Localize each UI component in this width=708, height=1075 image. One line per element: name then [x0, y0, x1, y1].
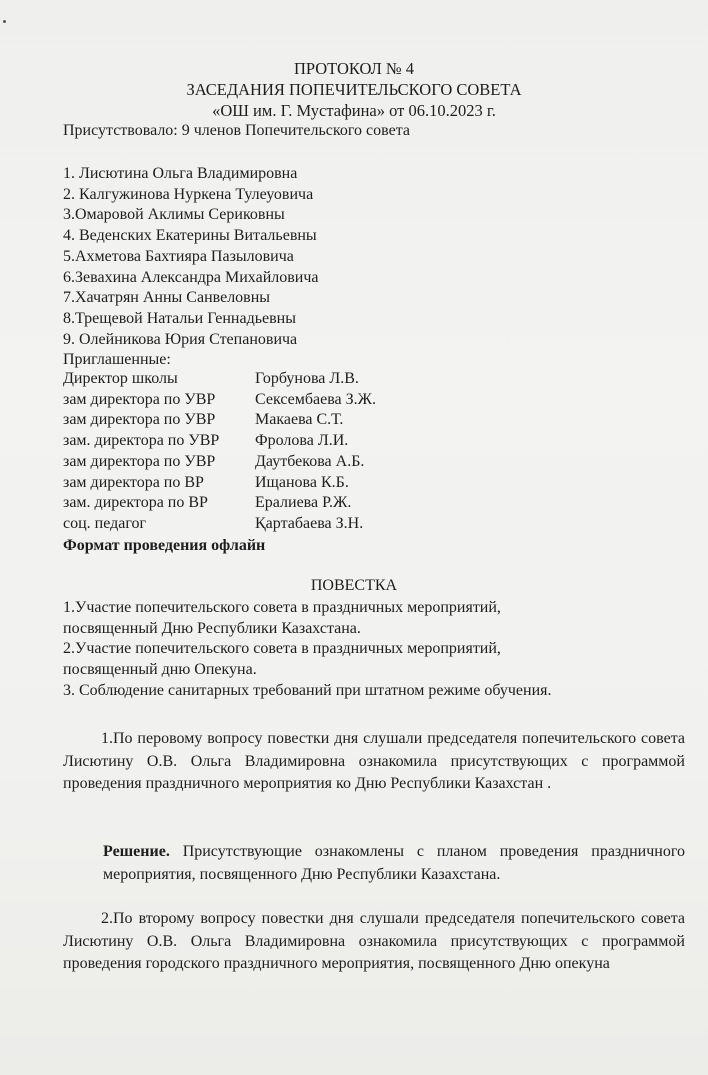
staff-name: Ищанова К.Б. — [255, 473, 349, 491]
staff-row — [63, 390, 376, 411]
member-item: 9. Олейникова Юрия Степановича — [63, 330, 298, 348]
staff-role: зам. директора по УВР — [63, 432, 220, 450]
attendance-line: Присутствовало: 9 членов Попечительского совета — [63, 122, 410, 139]
staff-name: Горбунова Л.В. — [255, 370, 359, 387]
staff-row — [63, 431, 376, 452]
staff-role: соц. педагог — [63, 514, 147, 532]
staff-role: зам директора по УВР — [63, 390, 216, 408]
staff-name: Ералиева Р.Ж. — [255, 494, 352, 512]
protocol-header — [0, 58, 708, 121]
invited-heading: Приглашенные: — [63, 351, 171, 368]
staff-row — [63, 452, 376, 473]
staff-row — [63, 514, 376, 535]
member-item: 8.Трещевой Натальи Геннадьевны — [63, 309, 296, 327]
member-item: 5.Ахметова Бахтияра Пазыловича — [63, 247, 294, 265]
member-item: 1. Лисютина Ольга Владимировна — [63, 165, 298, 182]
first-question-paragraph: 1.По перовому вопросу повестки дня слушали председателя попечительского совета Лисютину О.В. Ольга Владимировна ознакомила присутствующих с программой проведения праздничного мероприятия ко Дню Республики Казахстан . — [63, 730, 685, 792]
scan-speck — [3, 20, 6, 23]
agenda-line: посвященный дню Опекуна. — [63, 661, 257, 679]
protocol-subtitle: ЗАСЕДАНИЯ ПОПЕЧИТЕЛЬСКОГО СОВЕТА — [186, 80, 522, 99]
member-item: 3.Омаровой Аклимы Сериковны — [63, 206, 285, 224]
staff-role: Директор школы — [63, 370, 178, 387]
agenda-line: 1.Участие попечительского совета в праздничных мероприятий, — [63, 599, 501, 616]
members-list — [63, 164, 319, 350]
staff-name: Қартабаева З.Н. — [255, 514, 364, 532]
member-item: 7.Хачатрян Анны Санвеловны — [63, 289, 271, 307]
second-question-paragraph: 2.По второму вопросу повестки дня слушали председателя попечительского совета Лисютину О.В. Ольга Владимировна ознакомила присутствующих с программой проведения городского праздничного мероприятия, посвященного Дню опекуна — [63, 910, 685, 972]
agenda-list — [63, 598, 552, 702]
staff-role: зам директора по УВР — [63, 452, 216, 470]
member-item: 4. Веденских Екатерины Витальевны — [63, 227, 317, 245]
member-item: 6.Зевахина Александра Михайловича — [63, 268, 319, 286]
staff-row — [63, 493, 376, 514]
staff-name: Макаева С.Т. — [255, 411, 344, 429]
staff-row — [63, 369, 376, 390]
staff-name: Сексембаева З.Ж. — [255, 390, 377, 408]
staff-role: зам. директора по ВР — [63, 494, 208, 512]
agenda-line: 3. Соблюдение санитарных требований при штатном режиме обучения. — [63, 681, 552, 699]
decision-paragraph — [103, 841, 685, 886]
staff-name: Фролова Л.И. — [255, 432, 349, 450]
agenda-heading: ПОВЕСТКА — [310, 577, 398, 594]
staff-name: Даутбекова А.Б. — [255, 452, 365, 470]
staff-role: зам директора по ВР — [63, 473, 204, 491]
decision-text: Присутствующие ознакомлены с планом проведения праздничного мероприятия, посвященного Дню Республики Казахстана. — [103, 843, 685, 883]
staff-role: зам директора по УВР — [63, 411, 216, 429]
staff-row — [63, 473, 376, 494]
meeting-format: Формат проведения офлайн — [63, 537, 266, 554]
protocol-org-date: «ОШ им. Г. Мустафина» от 06.10.2023 г. — [212, 101, 496, 120]
agenda-line: 2.Участие попечительского совета в праздничных мероприятий, — [63, 640, 501, 658]
decision-label: Решение. — [103, 843, 170, 860]
invited-staff-list — [63, 369, 376, 535]
protocol-number: ПРОТОКОЛ № 4 — [293, 59, 415, 78]
staff-row — [63, 410, 376, 431]
member-item: 2. Калгужинова Нуркена Тулеуовича — [63, 185, 314, 203]
agenda-line: посвященный Дню Республики Казахстана. — [63, 619, 361, 637]
